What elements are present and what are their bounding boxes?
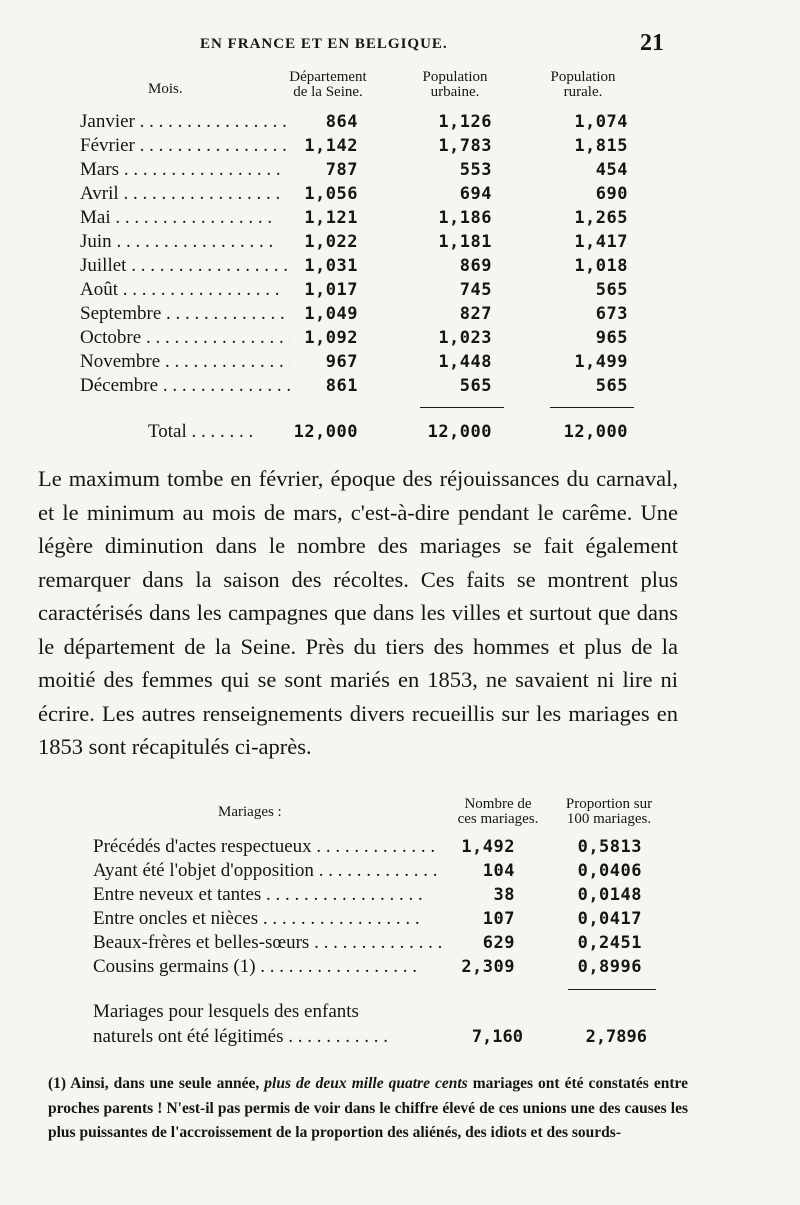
table-row [0, 835, 800, 859]
header-proportion [546, 797, 672, 827]
month-label: Avril . . . [80, 182, 290, 206]
rural-value: 965 [595, 328, 628, 348]
month-label: Novembre . . . [80, 350, 290, 374]
header-rural [528, 70, 638, 100]
legitimation-proportion: 2,7896 [585, 1027, 647, 1047]
row-label: Ayant été l'objet d'opposition . . . [93, 859, 441, 883]
rural-value: 565 [595, 280, 628, 300]
month-label: Juin . . . [80, 230, 290, 254]
header-seine-line1: Département [289, 69, 367, 85]
count-value: 2,309 [461, 957, 515, 977]
count-value: 104 [482, 861, 515, 881]
proportion-value: 0,0148 [577, 885, 642, 905]
table-row [0, 859, 800, 883]
table-row [0, 907, 800, 931]
table-row [0, 134, 800, 158]
urban-value: 869 [459, 256, 492, 276]
header-count-line2: ces mariages. [457, 811, 539, 827]
urban-value: 1,181 [438, 232, 492, 252]
running-head: EN FRANCE ET EN BELGIQUE. [200, 36, 448, 52]
seine-value: 1,092 [304, 328, 358, 348]
table-row [0, 374, 800, 398]
urban-value: 553 [459, 160, 492, 180]
rural-value: 1,499 [574, 352, 628, 372]
legitimation-label-line1: Mariages pour lesquels des enfants [93, 1001, 359, 1022]
rural-value: 1,417 [574, 232, 628, 252]
legitimation-label-line2: naturels ont été légitimés . . . [93, 1025, 443, 1049]
body-paragraph: Le maximum tombe en février, époque des réjouissances du carnaval, et le minimum au mois de mars, c'est-à-dire pendant le carême. Une légère diminution dans le nombre des mariages se fait également remarquer dans la saison des récoltes. Ces faits se montrent plus caractérisés dans les campagnes que dans les villes et surtout que dans le département de la Seine. Près du tiers des hommes et plus de la moitié des femmes qui se sont mariés en 1853, ne savaient ni lire ni écrire. Les autres renseignements divers recueillis sur les mariages en 1853 sont récapitulés ci-après. [38, 466, 678, 759]
seine-value: 1,017 [304, 280, 358, 300]
rural-value: 1,018 [574, 256, 628, 276]
table-row [0, 254, 800, 278]
rural-value: 690 [595, 184, 628, 204]
urban-value: 1,186 [438, 208, 492, 228]
legitimation-count: 7,160 [471, 1027, 523, 1047]
header-proportion-line1: Proportion sur [565, 796, 653, 812]
rural-value: 565 [595, 376, 628, 396]
seine-value: 787 [325, 160, 358, 180]
header-urban [400, 70, 510, 100]
urban-value: 1,448 [438, 352, 492, 372]
total-row [0, 420, 800, 444]
table-row [0, 230, 800, 254]
row-label: Beaux-frères et belles-sœurs . . . [93, 931, 441, 955]
month-label: Octobre . . . [80, 326, 290, 350]
month-label: Février . . . [80, 134, 290, 158]
seine-value: 1,121 [304, 208, 358, 228]
month-label: Mai . . . [80, 206, 290, 230]
urban-value: 565 [459, 376, 492, 396]
month-label: Juillet . . . [80, 254, 290, 278]
table-header [0, 70, 800, 106]
seine-value: 1,142 [304, 136, 358, 156]
month-label: Septembre . . . [80, 302, 290, 326]
page-number: 21 [640, 30, 664, 56]
rural-value: 1,265 [574, 208, 628, 228]
rural-value: 673 [595, 304, 628, 324]
seine-value: 1,031 [304, 256, 358, 276]
header-seine [268, 70, 388, 100]
footnote-emphasis: plus de deux mille quatre cents [264, 1075, 468, 1092]
table-row [0, 110, 800, 134]
footnote-text-end: mariages ont été constatés entre proches parents ! N'est-il pas permis de voir dans le chiffre élevé de ces unions une des causes les plus puissantes de l'accroissement de la proportion des aliénés, des idiots et des sourds- [48, 1075, 689, 1141]
table-row [0, 955, 800, 979]
proportion-value: 0,5813 [577, 837, 642, 857]
proportion-value: 0,0417 [577, 909, 642, 929]
urban-value: 694 [459, 184, 492, 204]
legitimation-row [93, 1000, 693, 1056]
table-row [0, 206, 800, 230]
seine-value: 864 [325, 112, 358, 132]
seine-total: 12,000 [293, 422, 358, 442]
table-row [0, 326, 800, 350]
header-urban-line1: Population [422, 69, 488, 85]
header-month: Mois. [148, 81, 183, 97]
row-label: Entre neveux et tantes . . . [93, 883, 441, 907]
header-urban-line2: urbaine. [430, 84, 480, 100]
header-rural-line2: rurale. [563, 84, 603, 100]
count-value: 1,492 [461, 837, 515, 857]
table-row [0, 182, 800, 206]
page-header [0, 30, 800, 60]
proportion-value: 0,2451 [577, 933, 642, 953]
proportion-value: 0,0406 [577, 861, 642, 881]
month-label: Décembre . . . [80, 374, 290, 398]
seine-value: 1,056 [304, 184, 358, 204]
count-value: 38 [493, 885, 515, 905]
rural-value: 1,815 [574, 136, 628, 156]
table-row [0, 883, 800, 907]
row-label: Cousins germains (1) . . . [93, 955, 441, 979]
seine-value: 1,049 [304, 304, 358, 324]
count-value: 107 [482, 909, 515, 929]
table-row [0, 278, 800, 302]
month-label: Août . . . [80, 278, 290, 302]
rural-value: 1,074 [574, 112, 628, 132]
header-proportion-line2: 100 mariages. [566, 811, 652, 827]
urban-value: 1,126 [438, 112, 492, 132]
proportion-value: 0,8996 [577, 957, 642, 977]
urban-total: 12,000 [427, 422, 492, 442]
table-row [0, 158, 800, 182]
table-row [0, 302, 800, 326]
sum-rule-rural [550, 407, 634, 408]
header-marriages: Mariages : [218, 804, 282, 820]
urban-value: 1,023 [438, 328, 492, 348]
seine-value: 967 [325, 352, 358, 372]
urban-value: 1,783 [438, 136, 492, 156]
table-row [0, 931, 800, 955]
urban-value: 827 [459, 304, 492, 324]
seine-value: 861 [325, 376, 358, 396]
seine-value: 1,022 [304, 232, 358, 252]
header-count-line1: Nombre de [464, 796, 532, 812]
month-label: Janvier . . . [80, 110, 290, 134]
sum-rule-urban [420, 407, 504, 408]
count-value: 629 [482, 933, 515, 953]
header-count [432, 797, 564, 827]
rural-value: 454 [595, 160, 628, 180]
table-row [0, 350, 800, 374]
total-label: Total . . . [148, 420, 268, 444]
header-seine-line2: de la Seine. [293, 84, 363, 100]
rural-total: 12,000 [563, 422, 628, 442]
table-header [0, 795, 800, 831]
header-rural-line1: Population [550, 69, 616, 85]
urban-value: 745 [459, 280, 492, 300]
footnote-text-start: (1) Ainsi, dans une seule année, [48, 1075, 265, 1092]
month-label: Mars . . . [80, 158, 290, 182]
row-label: Entre oncles et nièces . . . [93, 907, 441, 931]
row-label: Précédés d'actes respectueux . . . [93, 835, 441, 859]
footnote [48, 1072, 688, 1146]
sum-rule [568, 989, 656, 990]
